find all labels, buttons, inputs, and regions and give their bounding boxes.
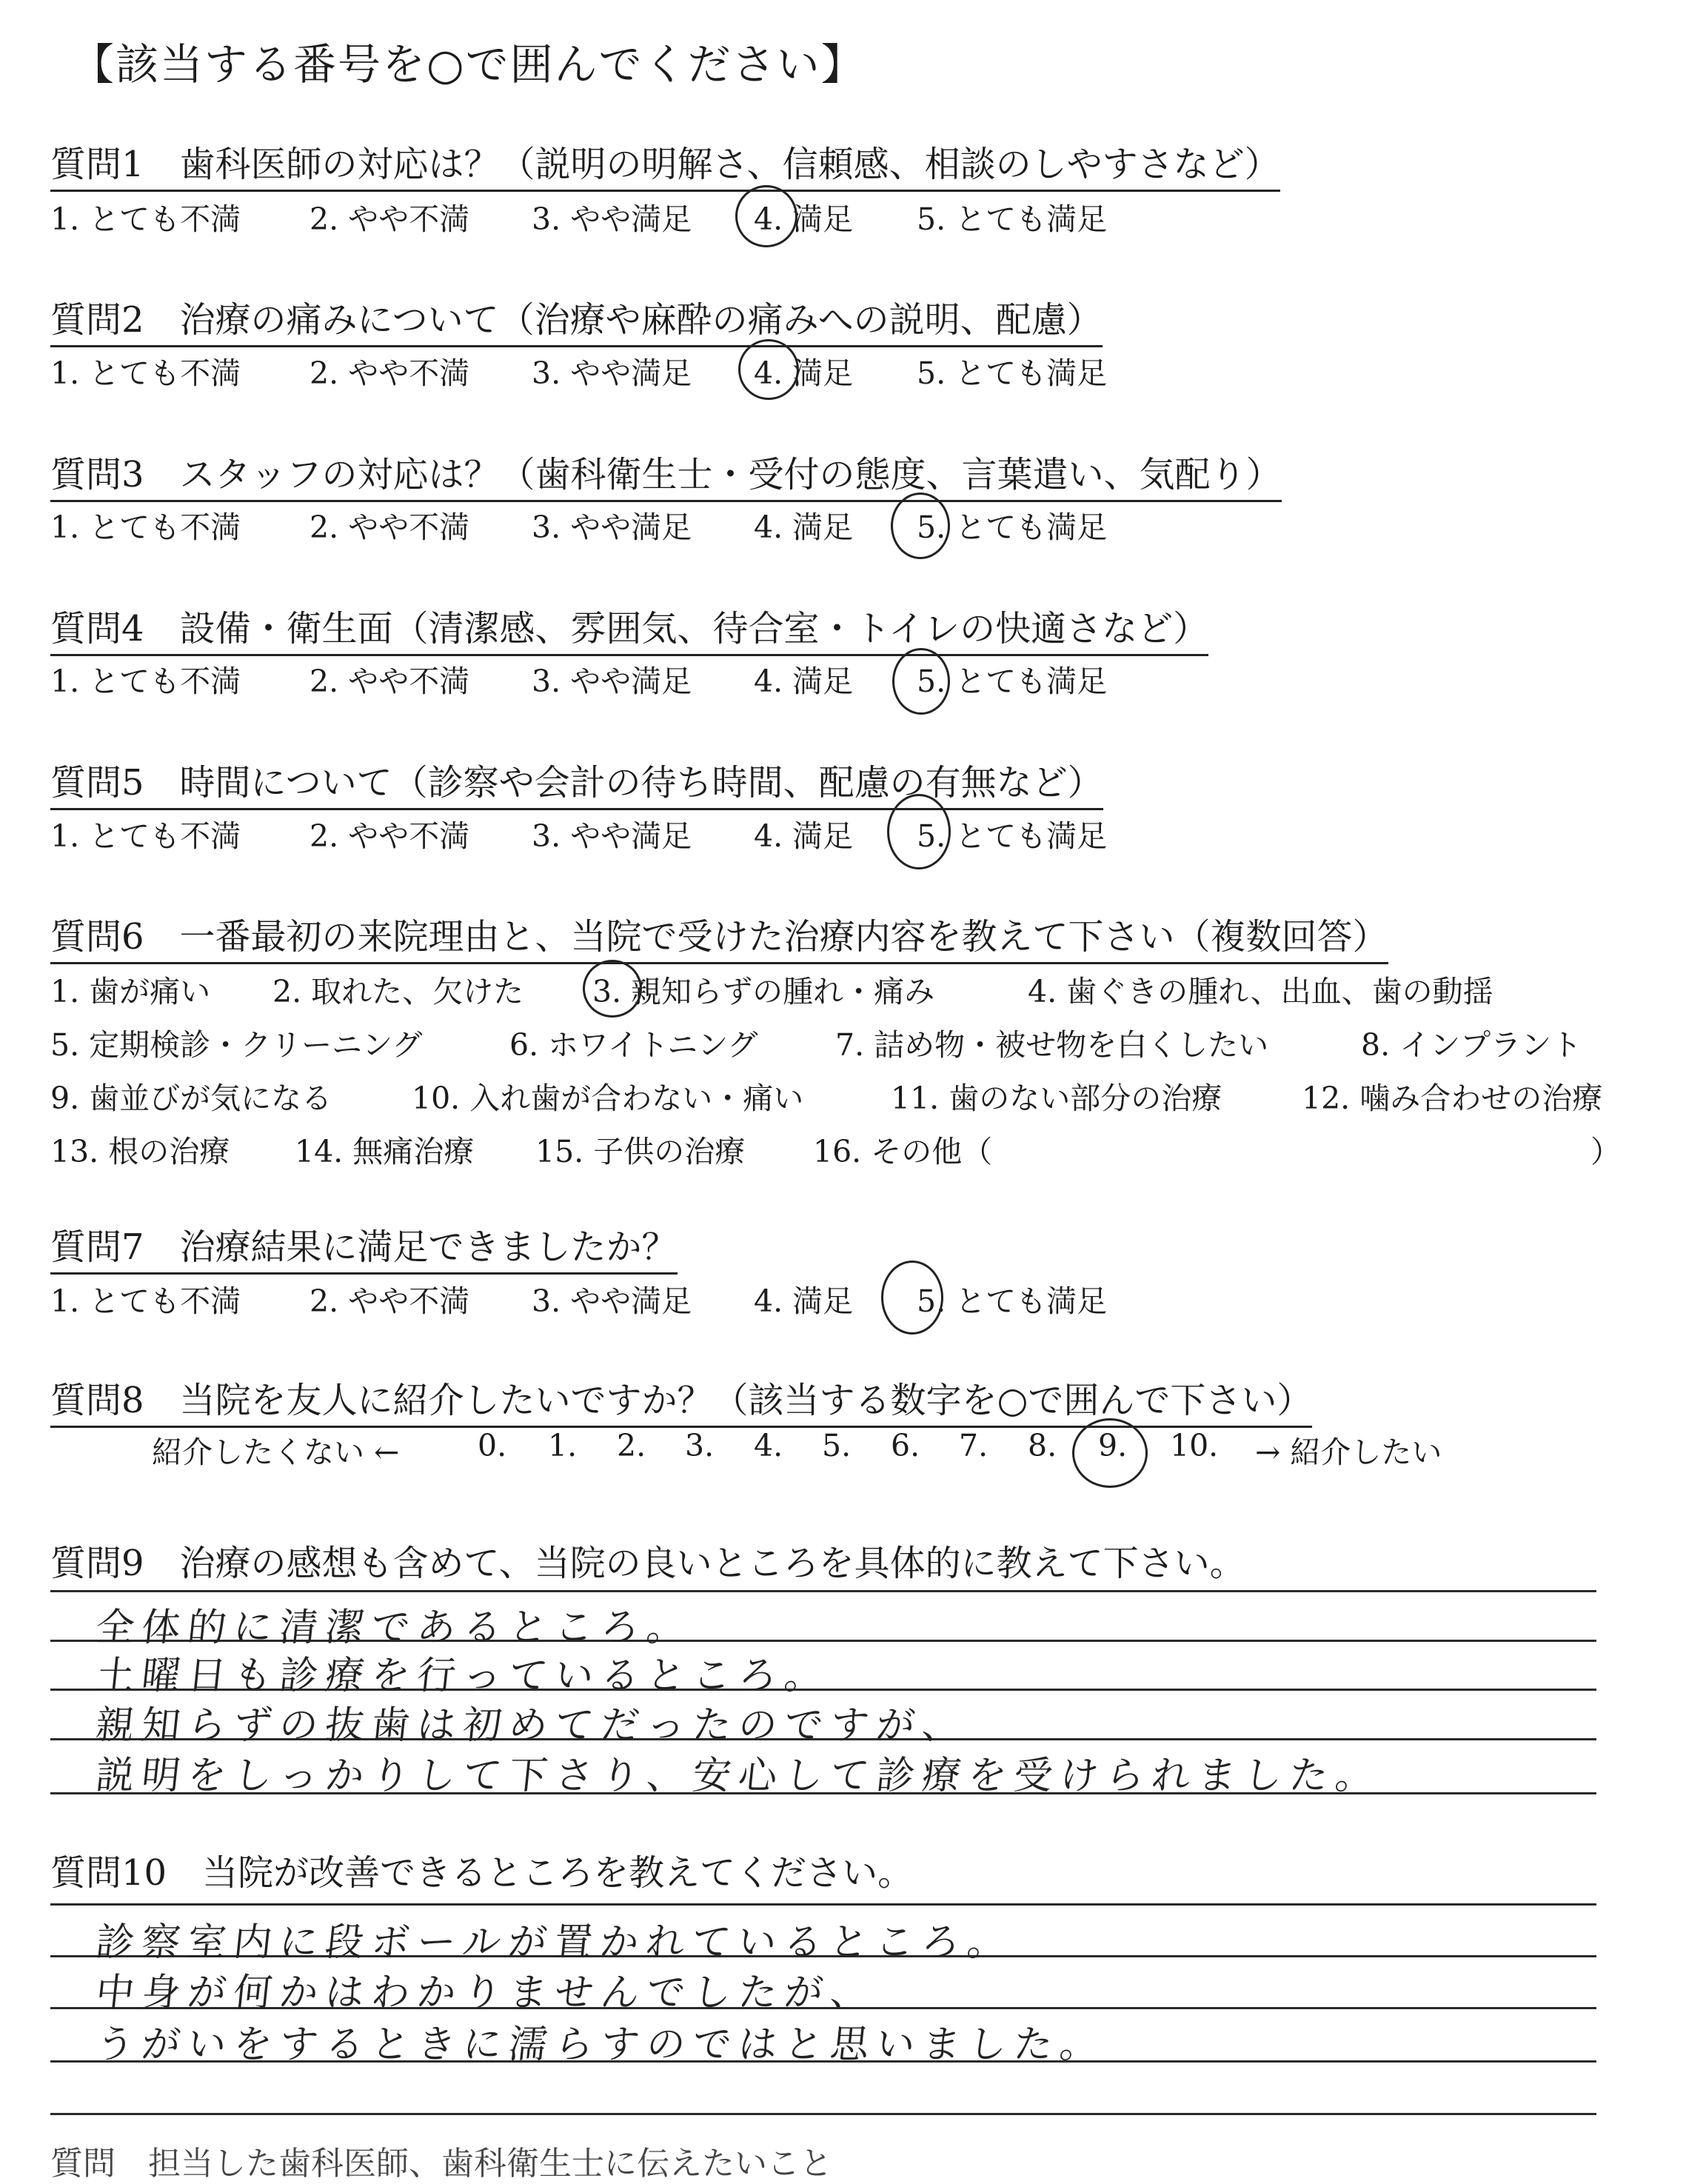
question-1-heading: 質問1 歯科医師の対応は？（説明の明解さ、信頼感、相談のしやすさなど）: [50, 136, 1280, 192]
option-1[interactable]: 1. とても不満: [50, 818, 241, 854]
option-16[interactable]: 16. その他（: [813, 1134, 993, 1169]
option-7[interactable]: 7. 詰め物・被せ物を白くしたい: [835, 1027, 1269, 1063]
scale-6[interactable]: 6.: [891, 1428, 920, 1463]
question-10-heading: 質問10 当院が改善できるところを教えてください。: [50, 1852, 914, 1894]
option-5[interactable]: 5. とても満足: [917, 818, 1108, 854]
option-8[interactable]: 8. インプラント: [1361, 1027, 1582, 1063]
page-title: 【該当する番号を○で囲んでください】: [71, 39, 866, 90]
option-3[interactable]: 3. 親知らずの腫れ・痛み: [592, 974, 935, 1009]
question-5-options: [50, 812, 1235, 856]
question-4-options: [50, 657, 1235, 701]
option-4[interactable]: 4. 歯ぐきの腫れ、出血、歯の動揺: [1028, 974, 1493, 1009]
handwritten-answer-line: 全体的に清潔であるところ。: [93, 1606, 695, 1650]
selection-circle: [887, 794, 951, 869]
option-2[interactable]: 2. やや不満: [310, 1283, 470, 1319]
question-5-heading: 質問5 時間について（診察や会計の待ち時間、配慮の有無など）: [50, 754, 1103, 810]
selection-circle: [892, 648, 950, 715]
option-4[interactable]: 4. 満足: [754, 355, 854, 391]
option-5[interactable]: 5. とても満足: [917, 1283, 1108, 1319]
question-7-options: [50, 1277, 1235, 1321]
option-6[interactable]: 6. ホワイトニング: [509, 1027, 758, 1063]
option-15[interactable]: 15. 子供の治療: [535, 1134, 746, 1169]
question-8-heading: 質問8 当院を友人に紹介したいですか？（該当する数字を○で囲んで下さい）: [50, 1372, 1312, 1428]
selection-circle: [891, 492, 950, 559]
question-3-options: [50, 503, 1235, 547]
option-1[interactable]: 1. とても不満: [50, 510, 241, 545]
option-10[interactable]: 10. 入れ歯が合わない・痛い: [412, 1081, 804, 1116]
option-2[interactable]: 2. 取れた、欠けた: [272, 974, 524, 1009]
scale-10[interactable]: 10.: [1170, 1428, 1219, 1463]
cut-off-next-question: 質問 担当した歯科医師、歯科衛生士に伝えたいこと: [50, 2145, 832, 2183]
selection-circle: [583, 960, 642, 1018]
selection-circle: [1072, 1418, 1148, 1488]
question-1-options: [50, 195, 1235, 239]
option-4[interactable]: 4. 満足: [754, 510, 854, 545]
handwritten-answer-line: 親知らずの抜歯は初めてだったのですが、: [93, 1703, 971, 1748]
option-3[interactable]: 3. やや満足: [532, 201, 692, 237]
option-3[interactable]: 3. やや満足: [532, 818, 692, 854]
scale-1[interactable]: 1.: [548, 1428, 578, 1463]
option-1[interactable]: 1. とても不満: [50, 664, 241, 699]
option-4[interactable]: 4. 満足: [754, 664, 854, 699]
option-5[interactable]: 5. 定期検診・クリーニング: [50, 1027, 423, 1063]
scale-2[interactable]: 2.: [617, 1428, 646, 1463]
option-2[interactable]: 2. やや不満: [310, 201, 470, 237]
option-3[interactable]: 3. やや満足: [532, 510, 692, 545]
option-11[interactable]: 11. 歯のない部分の治療: [891, 1081, 1222, 1116]
handwritten-answer-line: 土曜日も診療を行っているところ。: [93, 1654, 833, 1698]
scale-left-label: 紹介したくない ←: [152, 1435, 400, 1470]
handwritten-answer-line: 診察室内に段ボールが置かれているところ。: [93, 1920, 1016, 1965]
option-1[interactable]: 1. とても不満: [50, 201, 241, 237]
option-2[interactable]: 2. やや不満: [310, 664, 470, 699]
scale-9[interactable]: 9.: [1098, 1428, 1128, 1463]
option-13[interactable]: 13. 根の治療: [50, 1134, 230, 1169]
question-6-options: [50, 967, 1650, 1189]
scale-4[interactable]: 4.: [754, 1428, 783, 1463]
option-4[interactable]: 4. 満足: [754, 818, 854, 854]
handwritten-answer-line: うがいをするときに濡らすのではと思いました。: [93, 2023, 1108, 2067]
selection-circle: [881, 1260, 943, 1335]
question-3-heading: 質問3 スタッフの対応は？（歯科衛生士・受付の態度、言葉遣い、気配り）: [50, 446, 1282, 502]
question-4-heading: 質問4 設備・衛生面（清潔感、雰囲気、待合室・トイレの快適さなど）: [50, 600, 1208, 656]
scale-3[interactable]: 3.: [685, 1428, 715, 1463]
scale-0[interactable]: 0.: [478, 1428, 507, 1463]
scale-7[interactable]: 7.: [959, 1428, 989, 1463]
option-4[interactable]: 4. 満足: [754, 1283, 854, 1319]
option-5[interactable]: 5. とても満足: [917, 355, 1108, 391]
option-14[interactable]: 14. 無痛治療: [295, 1134, 475, 1169]
answer-rule: [50, 1590, 1596, 1592]
answer-rule: [50, 2113, 1596, 2115]
answer-rule: [50, 1903, 1596, 1906]
option-3[interactable]: 3. やや満足: [532, 1283, 692, 1319]
option-1[interactable]: 1. とても不満: [50, 355, 241, 391]
option-3[interactable]: 3. やや満足: [532, 664, 692, 699]
selection-circle: [735, 185, 797, 247]
option-5[interactable]: 5. とても満足: [917, 664, 1108, 699]
scale-right-label: → 紹介したい: [1255, 1435, 1442, 1470]
option-9[interactable]: 9. 歯並びが気になる: [50, 1081, 332, 1116]
question-2-heading: 質問2 治療の痛みについて（治療や麻酔の痛みへの説明、配慮）: [50, 291, 1103, 347]
selection-circle: [738, 339, 799, 400]
option-2[interactable]: 2. やや不満: [310, 818, 470, 854]
question-6-heading: 質問6 一番最初の来院理由と、当院で受けた治療内容を教えて下さい（複数回答）: [50, 908, 1388, 964]
other-close-paren: ）: [1590, 1134, 1621, 1169]
option-1[interactable]: 1. とても不満: [50, 1283, 241, 1319]
question-2-options: [50, 349, 1235, 393]
option-2[interactable]: 2. やや不満: [310, 355, 470, 391]
option-3[interactable]: 3. やや満足: [532, 355, 692, 391]
question-8-scale: [152, 1428, 1559, 1472]
handwritten-answer-line: 説明をしっかりして下さり、安心して診療を受けられました。: [93, 1754, 1384, 1798]
scale-8[interactable]: 8.: [1028, 1428, 1057, 1463]
option-5[interactable]: 5. とても満足: [917, 510, 1108, 545]
option-2[interactable]: 2. やや不満: [310, 510, 470, 545]
question-9-heading: 質問9 治療の感想も含めて、当院の良いところを具体的に教えて下さい。: [50, 1543, 1245, 1584]
option-4[interactable]: 4. 満足: [754, 201, 854, 237]
option-1[interactable]: 1. 歯が痛い: [50, 974, 211, 1009]
handwritten-answer-line: 中身が何かはわかりませんでしたが、: [93, 1971, 879, 2015]
option-12[interactable]: 12. 噛み合わせの治療: [1302, 1081, 1603, 1116]
scale-5[interactable]: 5.: [822, 1428, 852, 1463]
question-7-heading: 質問7 治療結果に満足できましたか？: [50, 1218, 678, 1275]
option-5[interactable]: 5. とても満足: [917, 201, 1108, 237]
